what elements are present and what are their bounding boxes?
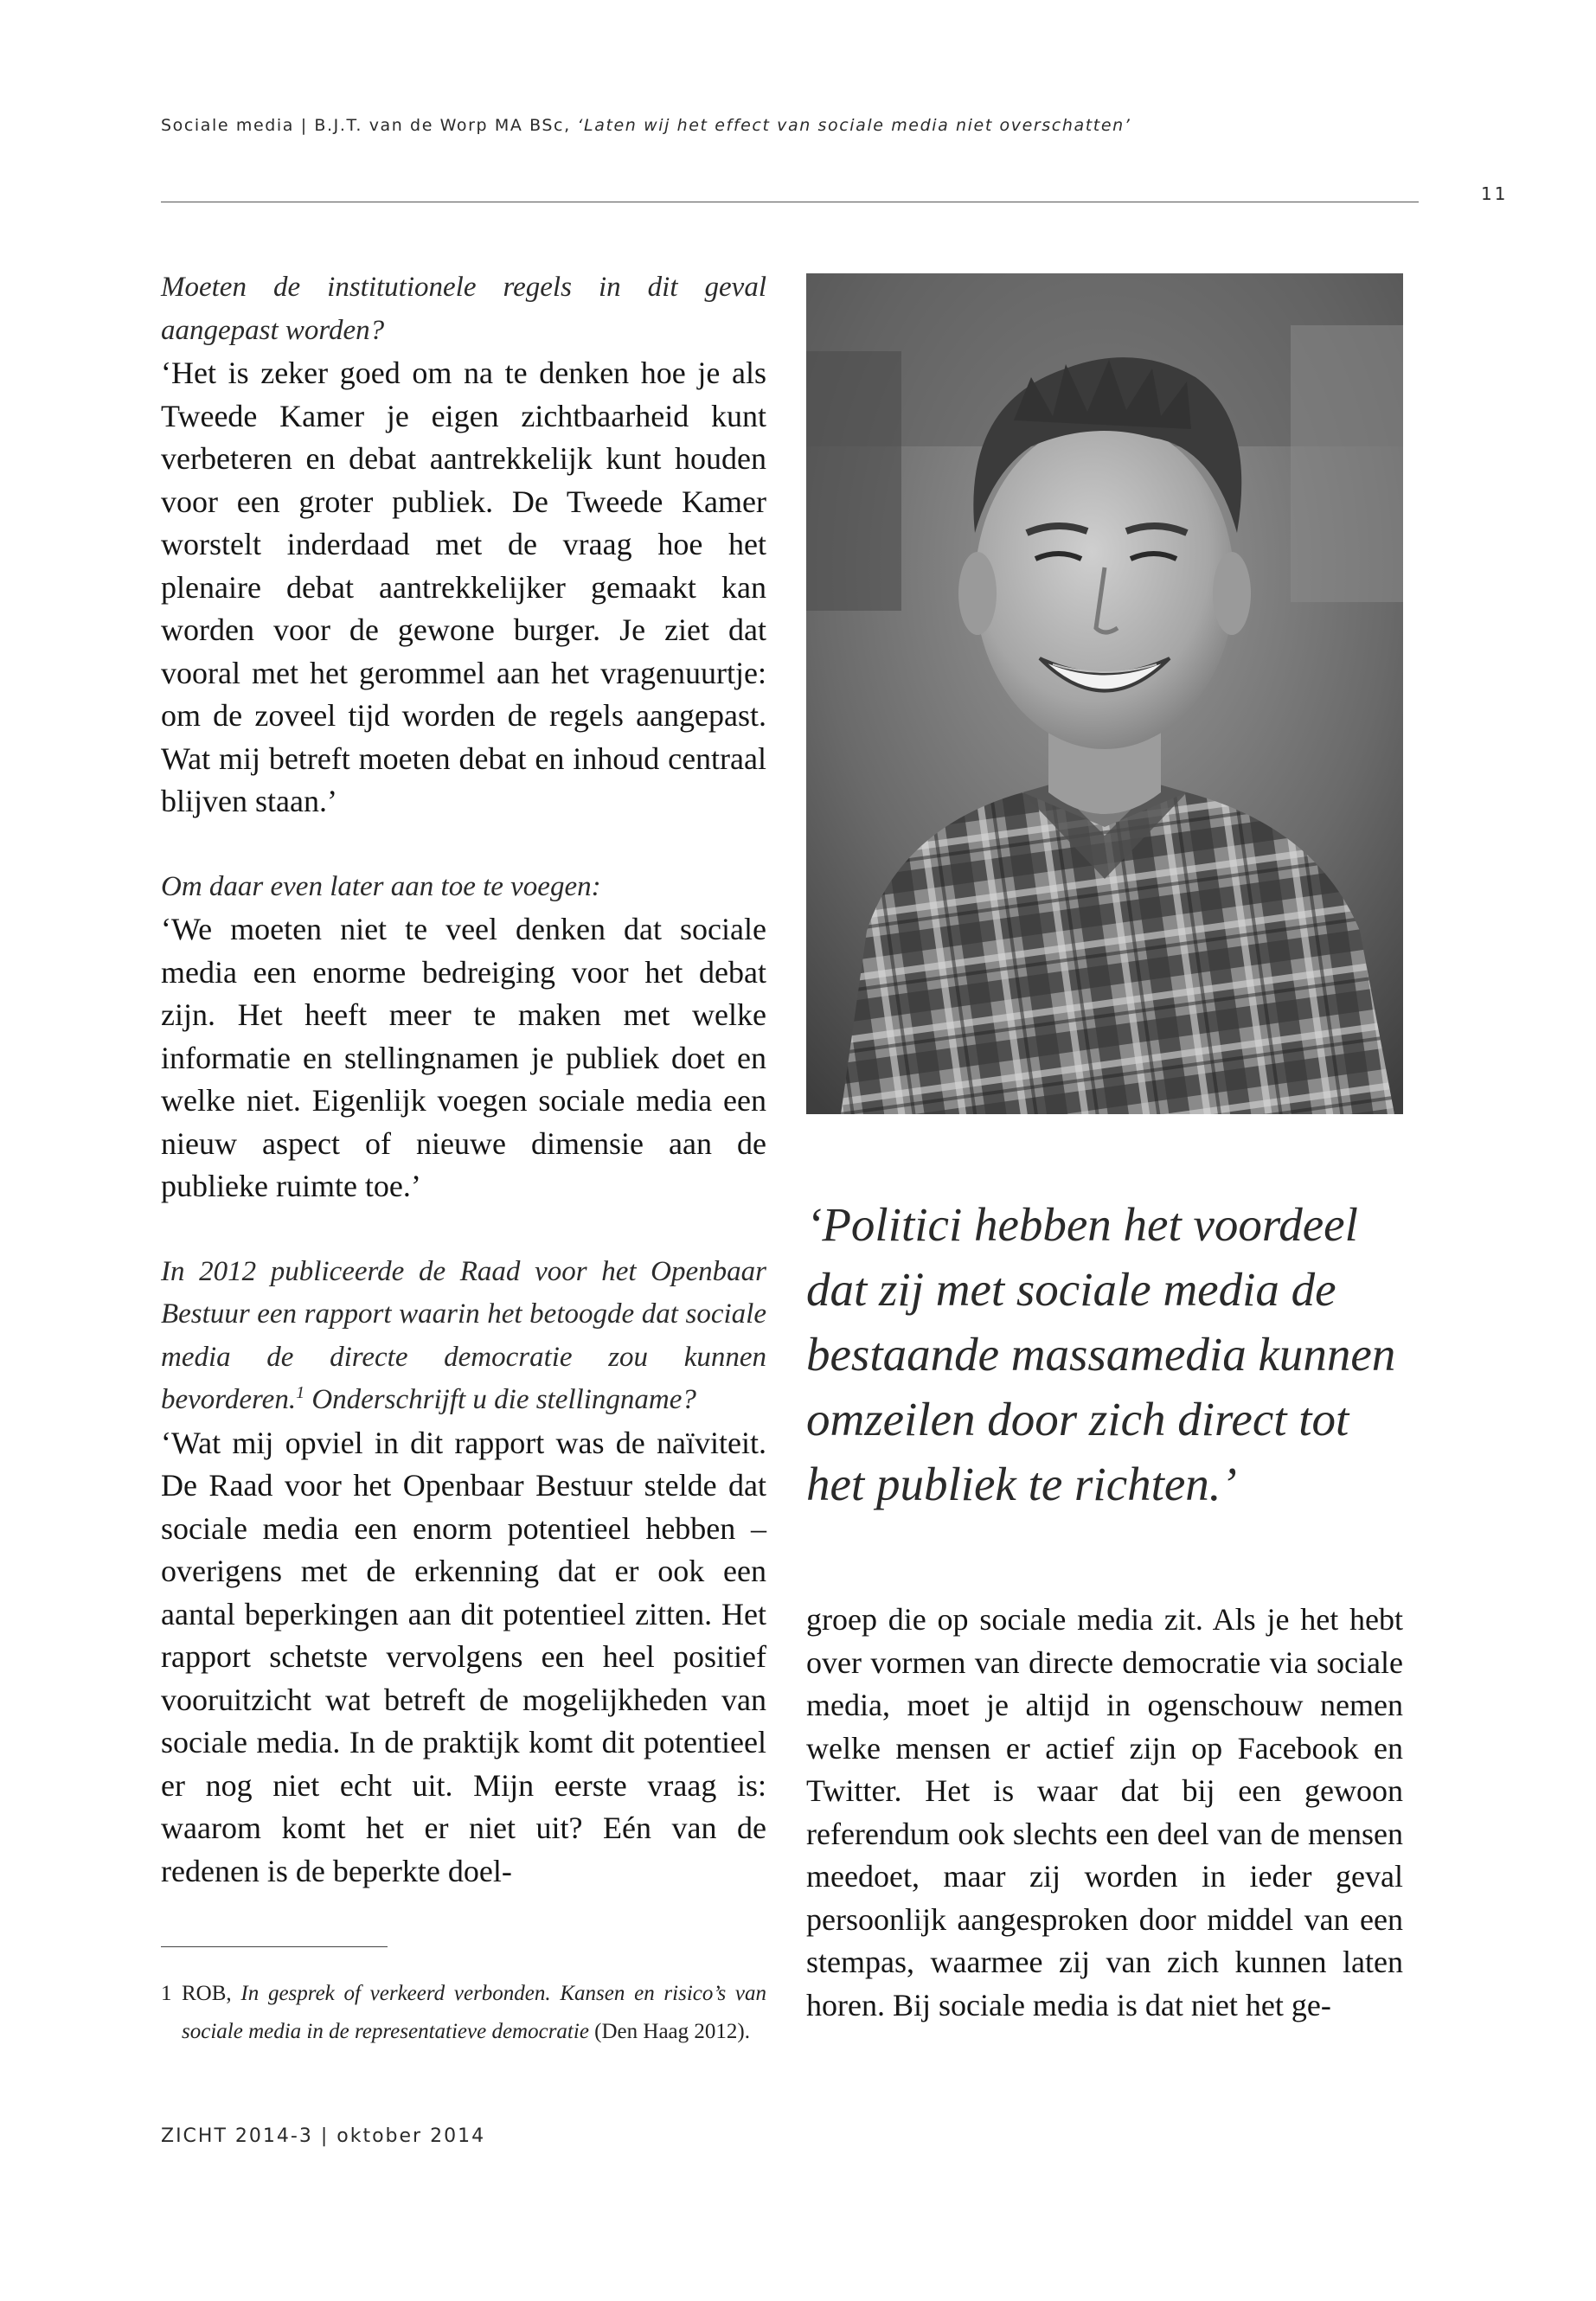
pull-quote: ‘Politici hebben het voordeel dat zij met sociale media de bestaande massamedia kunnen omzeilen door zich direct tot het publiek te richten.’ [806, 1198, 1396, 1510]
answer-3: ‘Wat mij opviel in dit rapport was de naïviteit. De Raad voor het Openbaar Bestuur stelde dat sociale media een enorm potentieel hebben – overigens met de erkenning dat er ook een aantal beperkingen aan dit potentieel zitten. Het rapport schetste vervolgens een heel positief vooruitzicht wat betreft de mogelijkheden van sociale media. In de praktijk komt dit potentieel er nog niet echt uit. Mijn eerste vraag is: waarom komt het er niet uit? Eén van de redenen is de beperkte doel- [161, 1425, 766, 1888]
footnote [161, 1975, 766, 2051]
header-separator: | [300, 116, 308, 135]
footnote-title: In gesprek of verkeerd verbonden. Kansen en risico’s van sociale media in de representatieve democratie [182, 1982, 767, 2043]
page-number: 11 [1481, 183, 1509, 204]
question-2: Om daar even later aan toe te voegen: [161, 870, 601, 902]
right-column [806, 1599, 1403, 2027]
footer-separator: | [320, 2125, 330, 2147]
footer-date: oktober 2014 [337, 2125, 486, 2147]
answer-1: ‘Het is zeker goed om na te denken hoe je als Tweede Kamer je eigen zichtbaarheid kunt verbeteren en debat aantrekkelijk kunt houden voor een groter publiek. De Tweede Kamer worstelt inderdaad met de vraag hoe het plenaire debat aantrekkelijker gemaakt kan worden voor de gewone burger. Je ziet dat vooral met het gerommel aan het vragenuurtje: om de zoveel tijd worden de regels aangepast. Wat mij betreft moeten debat en inhoud centraal blijven staan.’ [161, 356, 766, 818]
left-column [161, 266, 766, 1893]
page-footer [161, 2125, 485, 2147]
header-section: Sociale media [161, 116, 295, 135]
footnote-number: 1 [161, 1982, 172, 2005]
footer-journal: ZICHT 2014-3 [161, 2125, 313, 2147]
question-3-text: In 2012 publiceerde de Raad voor het Openbaar Bestuur een rapport waarin het betoogde dat sociale media de directe democratie zou kunnen bevorderen. [161, 1255, 766, 1415]
footnote-body [182, 1975, 766, 2051]
question-1: Moeten de institutionele regels in dit geval aangepast worden? [161, 272, 766, 346]
question-3 [161, 1251, 766, 1422]
question-3-text-end: Onderschrijft u die stellingname? [304, 1384, 696, 1415]
running-header [161, 116, 1131, 135]
portrait-illustration [806, 273, 1403, 1114]
footnote-rule [161, 1946, 388, 1947]
portrait-photo [806, 273, 1403, 1114]
footnote-source: ROB, [182, 1982, 232, 2005]
header-author: B.J.T. van de Worp MA BSc, [314, 116, 571, 135]
footnote-reference[interactable]: 1 [296, 1383, 305, 1402]
answer-2: ‘We moeten niet te veel denken dat sociale media een enorme bedreiging voor het debat zijn. Het heeft meer te maken met welke informatie en stellingnamen je publiek doet en welke niet. Eigenlijk voegen sociale media een nieuw aspect of nieuwe dimensie aan de publieke ruimte toe.’ [161, 912, 766, 1203]
answer-3-continued: groep die op sociale media zit. Als je het hebt over vormen van directe democratie via sociale media, moet je altijd in ogenschouw nemen welke mensen er actief zijn op Facebook en Twitter. Het is waar dat bij een gewoon referendum ook slechts een deel van de mensen meedoet, maar zij worden in ieder geval persoonlijk aangesproken door middel van een stempas, waarmee zij van zich kunnen laten horen. Bij sociale media is dat niet het ge- [806, 1602, 1403, 2022]
header-article-title: ‘Laten wij het effect van sociale media niet overschatten’ [577, 116, 1131, 135]
footnote-publisher: (Den Haag 2012). [594, 2020, 750, 2043]
